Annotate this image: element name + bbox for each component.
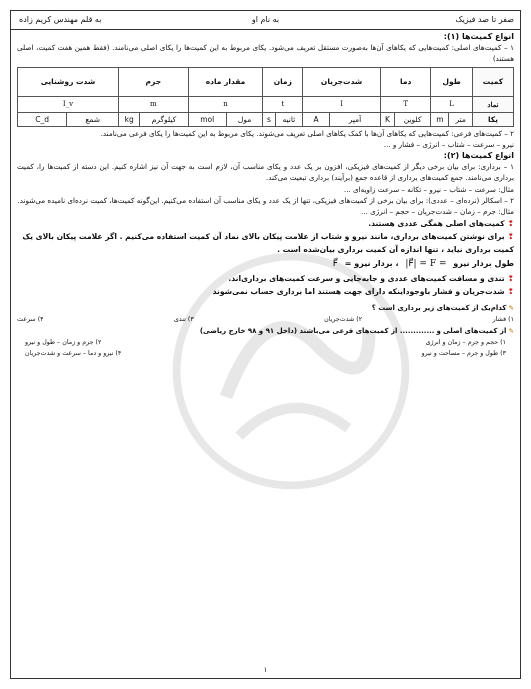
derived-examples: نیرو – سرعت – شتاب – انرژی – فشار و ... (383, 139, 514, 149)
note-4: ❢شدت‌جریان و فشار باوجوداینکه دارای جهت هستند اما برداری حساب نمی‌شوند (212, 287, 514, 297)
question-icon: ✎ (508, 304, 514, 313)
header-author: به قلم مهندس کریم زاده (19, 15, 102, 24)
table-row-symbol (18, 96, 514, 112)
note-2: ❢برای نوشتن کمیت‌های برداری، مانند نیرو و شتاب از علامت پیکان بالای نماد آن کمیت استفاده می‌کنیم . اگر علامت پیکان بالای یک کمیت برداری نیاید ، تنها اندازه آن کمیت برداری بیان‌شده است . (22, 232, 514, 255)
table-cell: آمپر (329, 112, 380, 126)
derived-quantities-text: ۲ – کمیت‌های فرعی: کمیت‌هایی که یکاهای آن‌ها با کمک یکاهای اصلی تعریف می‌شوند. یکای مربوط به این کمیت‌ها را یکای فرعی می‌نامند. (100, 128, 514, 138)
table-cell: K (381, 112, 395, 126)
vector-symbol: F⃗ (332, 259, 338, 270)
table-cell: T (381, 96, 431, 112)
table-cell: کیلوگرم (140, 112, 188, 126)
option[interactable]: ۴) سرعت (17, 316, 44, 324)
table-cell: جرم (119, 67, 189, 96)
exclamation-icon: ❢ (507, 274, 514, 284)
table-cell: کلوین (394, 112, 430, 126)
question-1-options (17, 314, 514, 325)
table-cell: I (303, 96, 381, 112)
note-3: ❢تندی و مسافت کمیت‌های عددی و جابه‌جایی و سرعت کمیت‌های برداری‌اند. (228, 274, 514, 284)
page-header (11, 11, 520, 30)
table-cell: ثانیه (275, 112, 303, 126)
table-cell: زمان (263, 67, 303, 96)
question-1: ✎ کدام‌یک از کمیت‌های زیر برداری است ؟ (371, 304, 514, 313)
table-cell: s (263, 112, 275, 126)
primary-quantities-text: ۱ – کمیت‌های اصلی: کمیت‌هایی که یکاهای آن‌ها به‌صورت مستقل تعریف می‌شود. یکای مربوط به این کمیت‌ها را یکای اصلی می‌نامند. (فقط همین هفت کمیت، اصلی هستند) (17, 43, 514, 64)
page-content (17, 31, 514, 660)
table-cell: m (431, 112, 449, 126)
table-row-unit (18, 112, 514, 126)
table-cell: n (188, 96, 263, 112)
row-header: یکا (472, 112, 513, 126)
table-cell: L (431, 96, 473, 112)
table-cell: شمع (67, 112, 119, 126)
table-cell: شدت‌جریان (303, 67, 381, 96)
question-2-options-a (17, 337, 514, 348)
vector-text: ۱ – برداری: برای بیان برخی دیگر از کمیت‌های فیزیکی، افزون بر یک عدد و یکای مناسب آن، لازم است به جهت آن نیز اشاره کنیم. این دسته از کمیت‌ها را، کمیت برداری می‌نامند. جمع کمیت‌های برداری از قاعده جمع (برآیند) برداری تبعیت می‌کند. (17, 162, 514, 183)
table-cell: مقدار ماده (188, 67, 263, 96)
option[interactable]: ۳) طول و جرم – مساحت و نیرو (421, 350, 506, 358)
exclamation-icon: ❢ (507, 287, 514, 297)
question-2: ✎ از کمیت‌های اصلی و ............. از کمیت‌های فرعی می‌باشند (داخل ۹۱ و ۹۸ خارج ریاضی) (199, 327, 514, 336)
option[interactable]: ۲) شدت‌جریان (324, 316, 363, 324)
question-icon: ✎ (508, 327, 514, 336)
table-cell: شدت روشنایی (18, 67, 119, 96)
page-number: ۱ (263, 666, 268, 674)
option[interactable]: ۱) فشار (492, 316, 514, 324)
question-2-options-b (17, 348, 514, 359)
table-cell: متر (449, 112, 473, 126)
page-frame (10, 10, 521, 679)
scalar-examples: مثال: جرم – زمان – شدت‌جریان – حجم – انرژی ... (361, 207, 514, 217)
table-cell: mol (188, 112, 226, 126)
vector-examples: مثال: سرعت – شتاب – نیرو – تکانه – سرعت زاویه‌ای ... (343, 184, 514, 194)
row-header: کمیت (472, 67, 513, 96)
option[interactable]: ۲) جرم و زمان – طول و نیرو (25, 339, 102, 347)
note-formula: طول بردار نیرو |F⃗| = F = ، بردار نیرو = F⃗ (332, 259, 514, 270)
magnitude-formula: |F⃗| = F = (405, 259, 447, 270)
section-title-1: انواع کمیت‌ها (۱): (443, 32, 514, 41)
table-cell: C_d (18, 112, 67, 126)
option[interactable]: ۳) تندی (173, 316, 194, 324)
exclamation-icon: ❢ (507, 219, 514, 229)
scalar-text: ۲ – اسکالر (نرده‌ای – عددی): برای بیان برخی از کمیت‌های فیزیکی، تنها از یک عدد و یکای مناسب آن استفاده می‌کنیم. این‌گونه کمیت‌ها، کمیت نرده‌ای نامیده می‌شوند. (17, 195, 514, 205)
table-cell: A (303, 112, 330, 126)
row-header: نماد (472, 96, 513, 112)
header-bismillah: به نام او (251, 15, 280, 24)
quantities-table (17, 67, 514, 127)
table-cell: مول (226, 112, 263, 126)
header-title: صفر تا صد فیزیک (455, 15, 514, 24)
exclamation-icon: ❢ (507, 232, 514, 242)
table-cell: kg (119, 112, 140, 126)
table-cell: طول (431, 67, 473, 96)
table-cell: t (263, 96, 303, 112)
table-cell: دما (381, 67, 431, 96)
table-row-quantity (18, 67, 514, 96)
table-cell: m (119, 96, 189, 112)
table-cell: I_v (18, 96, 119, 112)
section-title-2: انواع کمیت‌ها (۲): (443, 151, 514, 161)
option[interactable]: ۱) حجم و جرم – زمان و انرژی (425, 339, 506, 347)
option[interactable]: ۴) نیرو و دما – سرعت و شدت‌جریان (25, 350, 122, 358)
note-1: ❢کمیت‌های اصلی همگی عددی هستند. (368, 219, 514, 229)
